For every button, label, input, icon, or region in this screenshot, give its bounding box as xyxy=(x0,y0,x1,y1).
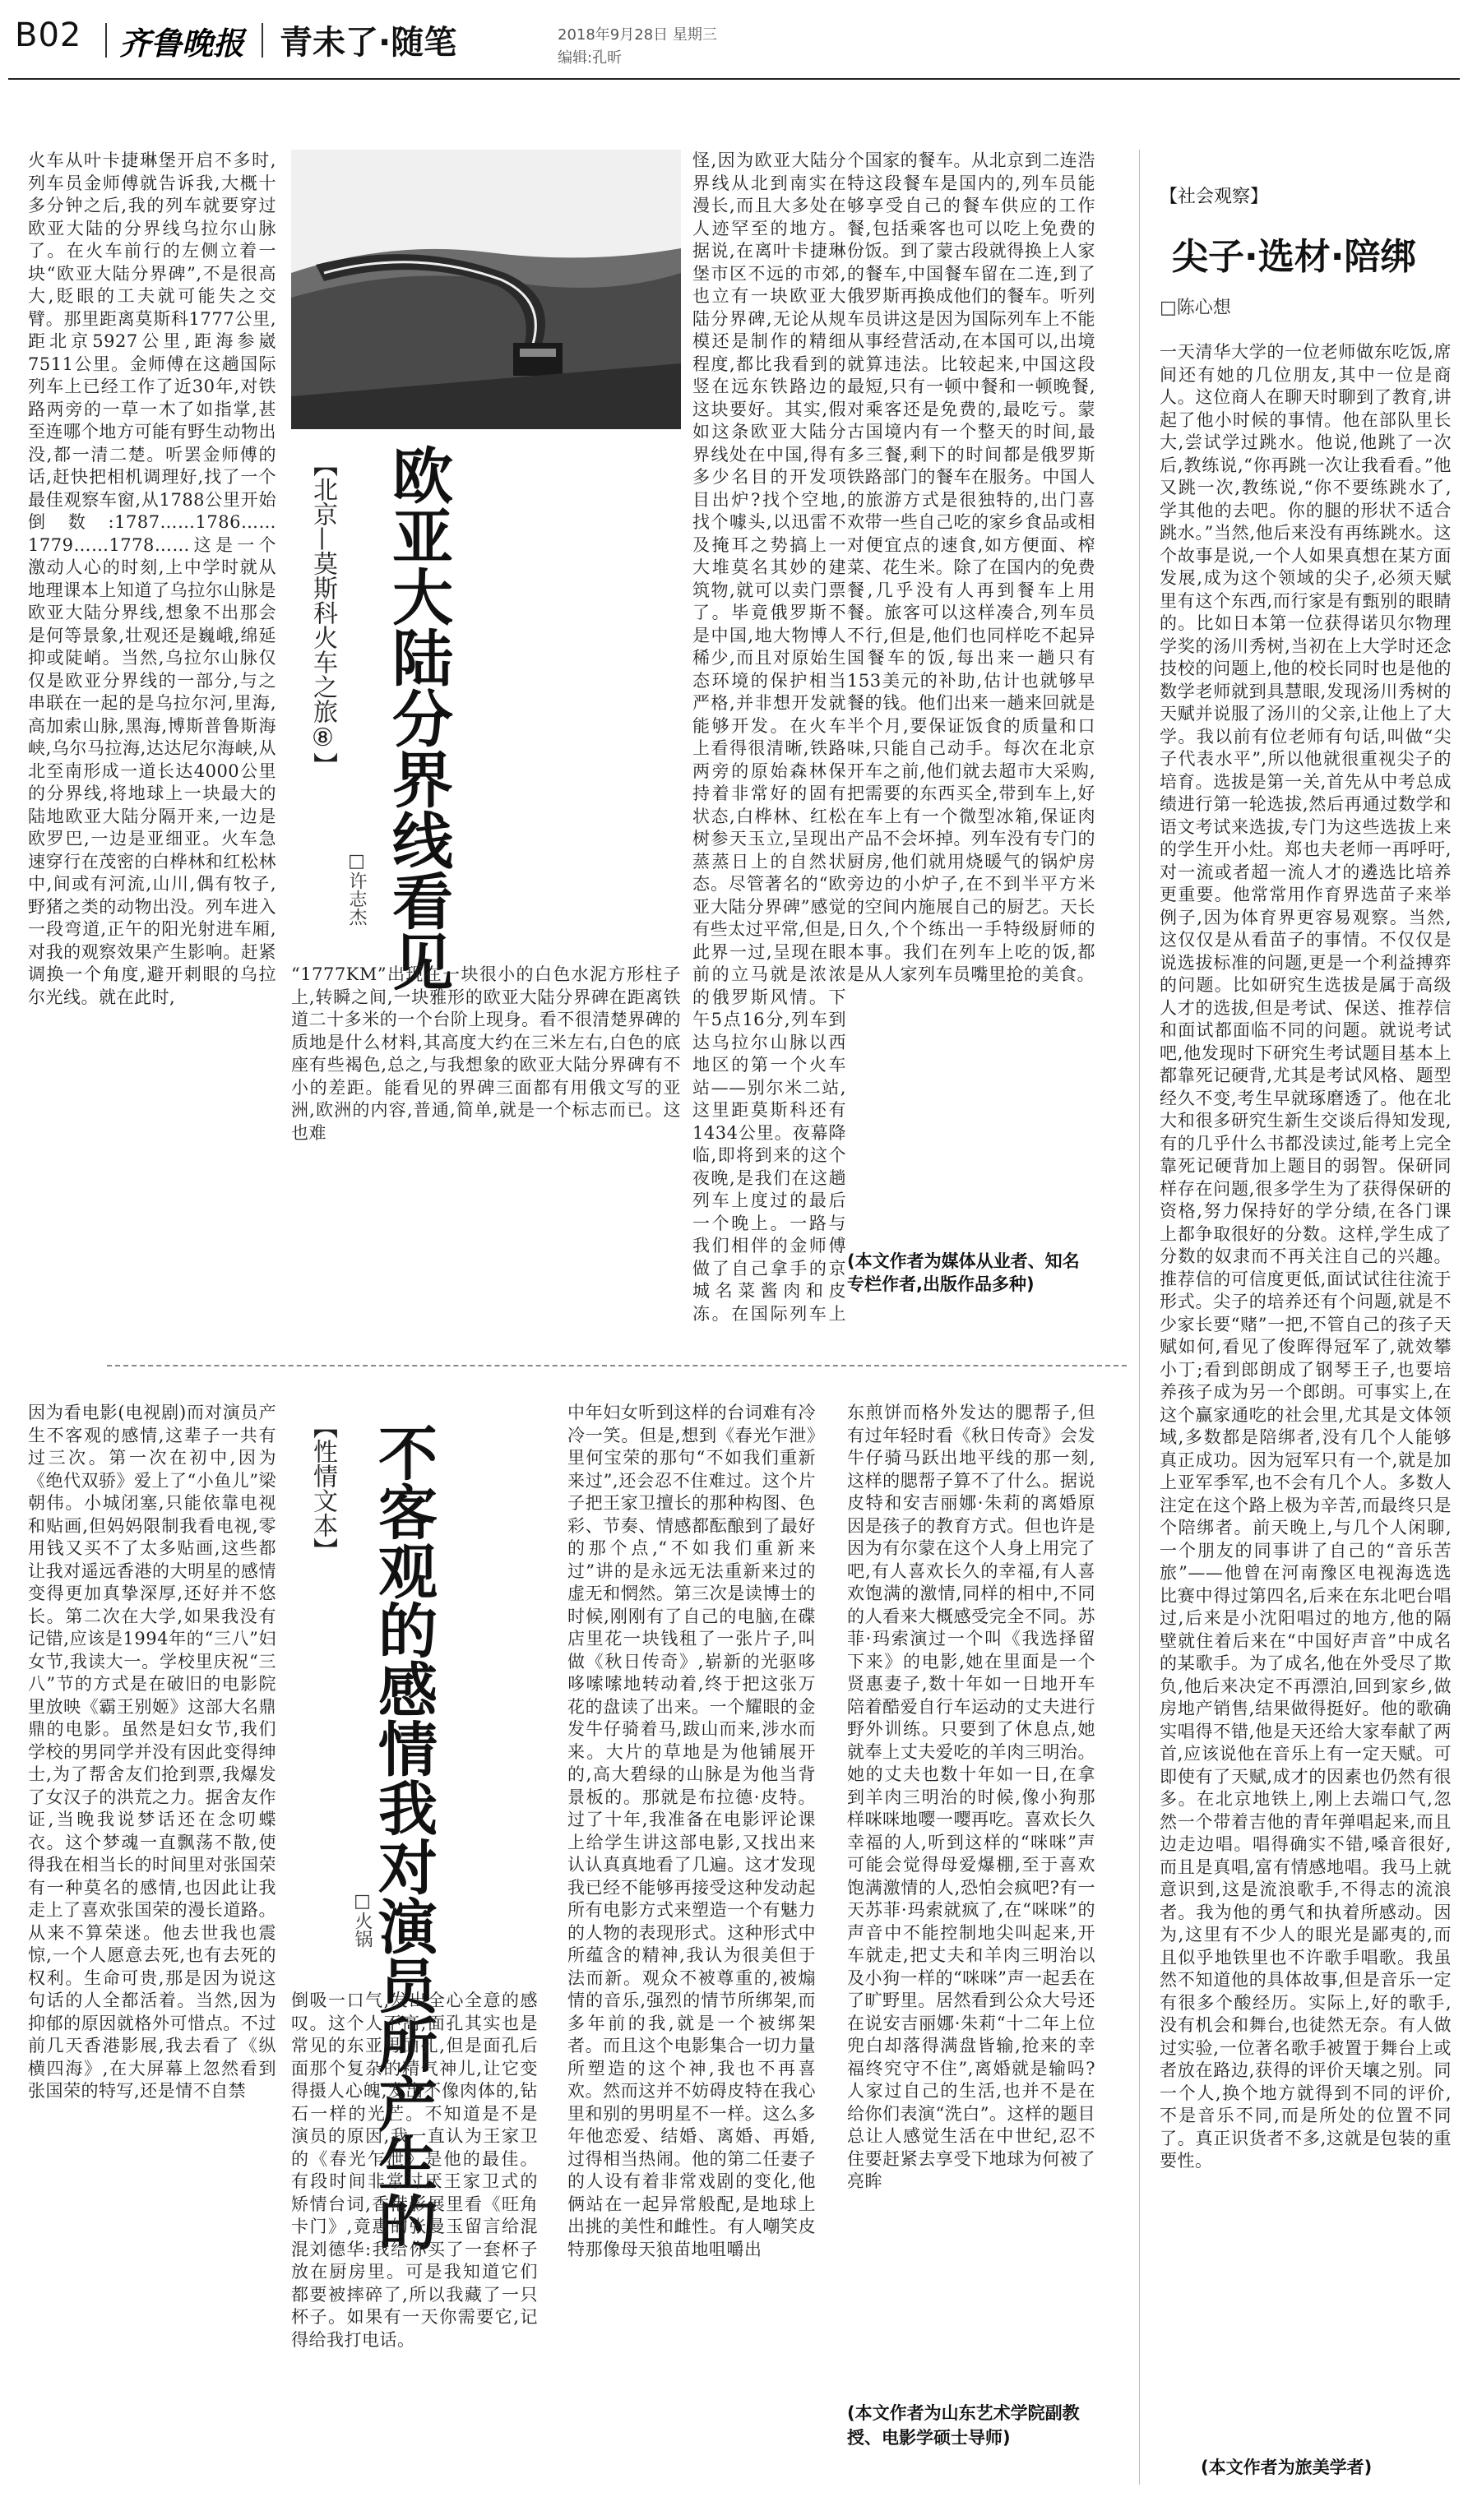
article1-author-note: (本文作者为媒体从业者、知名专栏作者,出版作品多种) xyxy=(847,1251,1080,1294)
article3-title: 尖子·选材·陪绑 xyxy=(1172,236,1417,278)
article-separator xyxy=(107,1365,1127,1366)
issue-date: 2018年9月28日 星期三 xyxy=(558,26,717,44)
page-code: B02 xyxy=(15,16,82,54)
article3-author-note: (本文作者为旅美学者) xyxy=(1201,2458,1373,2477)
header-divider xyxy=(105,23,107,58)
article1-series: 【北京—莫斯科火车之旅⑧】 xyxy=(308,452,337,777)
train-photo xyxy=(291,150,681,429)
article2-column-1: 因为看电影(电视剧)而对演员产生不客观的感情,这辈子一共有过三次。第一次在初中,因为《绝代双骄》爱上了“小鱼儿”梁朝伟。小城闭塞,只能依靠电视和贴画,但妈妈限制我看电视,零用钱又买不了太多贴画,这些都让我对遥远香港的大明星的感情变得更加真挚深厚,还好并不悠长。第二次在大学,如果我没有记错,应该是1994年的“三八”妇女节,我读大一。学校里庆祝“三八”节的方式是在破旧的电影院里放映《霸王别姬》这部大名鼎鼎的电影。虽然是妇女节,我们学校的男同学并没有因此变得绅士,为了帮舍友们抢到票,我爆发了女汉子的洪荒之力。据舍友作证,当晚我说梦话还在念叨蝶衣。这个梦魂一直飘荡不散,使得我在相当长的时间里对张国荣有一种莫名的感情,也因此让我走上了喜欢张国荣的漫长道路。从来不算荣迷。他去世我也震惊,一个人愿意去死,也有去死的权利。生命可贵,那是因为说这句话的人全都活着。当然,因为抑郁的原因就格外可惜点。不过前几天香港影展,我去看了《纵横四海》,在大屏幕上忽然看到张国荣的特写,还是情不自禁 xyxy=(28,1403,276,2101)
article1-column-3: 怪,因为欧亚大陆分界线从北到南实在漫长,而且大多处在人迹罕至的地方。据说,在离叶卡捷琳堡市区不远的市郊,也立有一块欧亚大陆分界碑,无论从规模还是制作的精细程度,都比我看到的竖在远东铁路边的这块要好。其实,假如这条欧亚大陆分界线处在中国,得有多少名目的开发项目出炉?找个空地,找个噱头,以迅雷不及掩耳之势搞上一大堆莫名其妙的建筑物,就可以卖门票了。毕竟俄罗斯不是中国,地大物博人稀少,而且对原始生态环境的保护相当严格,并非想开发就能够开发。在火车上看得很清晰,铁路两旁的原始森林保持着非常好的固有状态,白桦林、红松树参天玉立,呈现出蒸蒸日上的自然状态。尽管著名的“欧亚大陆分界碑”感觉有些太过平常,但是,此界一过,呈现在眼前的立马就是浓浓的俄罗斯风情。下午5点16分,列车到达乌拉尔山脉以西地区的第一个火车站——别尔米二站,这里距莫斯科还有1434公里。夜幕降临,即将到来的这个夜晚,是我们在这趟列车上度过的最后一个晚上。一路与我们相伴的金师傅做了自己拿手的京城名菜酱肉和皮冻。在国际列车上 xyxy=(692,150,846,1324)
article2-author: □火锅 xyxy=(352,1891,373,1948)
article1-title: 欧亚大陆分界线看见 xyxy=(382,444,453,992)
article3-author: □陈心想 xyxy=(1160,298,1231,318)
article3-column-tag: 【社会观察】 xyxy=(1160,187,1269,207)
editor-line: 编辑:孔昕 xyxy=(558,49,623,67)
article1-author: □许志杰 xyxy=(346,851,367,926)
article2-column-3: 中年妇女听到这样的台词难有冷冷一笑。但是,想到《春光乍泄》里何宝荣的那句“不如我们重新来过”,还会忍不住难过。这个片子把王家卫擅长的那种构图、色彩、节奏、情感都酝酿到了最好的那个点,“不如我们重新来过”讲的是永远无法重新来过的虚无和惘然。第三次是读博士的时候,刚刚有了自己的电脑,在碟店里花一块钱租了一张片子,叫做《秋日传奇》,崭新的光驱哆哆嗦嗦地转动着,终于把这张万花的盘读了出来。一个耀眼的金发牛仔骑着马,跋山而来,涉水而来。大片的草地是为他铺展开的,高大碧绿的山脉是为他当背景板的。那就是布拉德·皮特。过了十年,我准备在电影评论课上给学生讲这部电影,又找出来认认真真地看了几遍。这才发现我已经不能够再接受这种发动起所有电影方式来塑造一个有魅力的人物的表现形式。这种形式中所蕴含的精神,我认为很美但于法而新。观众不被尊重的,被煽情的音乐,强烈的情节所绑架,而多年前的我,就是一个被绑架者。而且这个电影集合一切力量所塑造的这个神,我也不再喜欢。然而这并不妨碍皮特在我心里和别的男明星不一样。这么多年他恋爱、结婚、离婚、再婚,过得相当热闹。他的第二任妻子的人设有着非常戏剧的变化,他俩站在一起异常般配,是地球上出挑的美性和雌性。有人嘲笑皮特那像母天狼苗地咀嚼出 xyxy=(567,1403,816,2259)
article2-series: 【性情文本】 xyxy=(308,1414,337,1562)
article1-column-1: 火车从叶卡捷琳堡开启不多时,列车员金师傅就告诉我,大概十多分钟之后,我的列车就要穿过欧亚大陆的分界线乌拉尔山脉了。在火车前行的左侧立着一块“欧亚大陆分界碑”,不是很高大,貶眼的工夫就可能失之交臂。那里距离莫斯科1777公里,距北京5927公里,距海参崴7511公里。金师傅在这趟国际列车上已经工作了近30年,对铁路两旁的一草一木了如指掌,甚至连哪个地方可能有野生动物出没,都一清二楚。听罢金师傅的话,赶快把相机调理好,找了一个最佳观察车窗,从1788公里开始倒数:1787……1786……1779……1778……这是一个激动人心的时刻,上中学时就从地理课本上知道了乌拉尔山脉是欧亚大陆分界线,想象不出那会是何等景象,壮观还是巍峨,绵延抑或陡峭。当然,乌拉尔山脉仅仅是欧亚分界线的一部分,与之串联在一起的是乌拉尔河,里海,高加索山脉,黑海,博斯普鲁斯海峡,乌尔马拉海,达达尼尔海峡,从北至南形成一道长达4000公里的分界线,将地球上一块最大的陆地欧亚大陆分隔开来,一边是欧罗巴,一边是亚细亚。火车急速穿行在茂密的白桦林和红松林中,间或有河流,山川,偶有牧子,野猪之类的动物出没。列车进入一段弯道,正午的阳光射进车厢,对我的观察效果产生影响。赶紧调换一个角度,避开刺眼的乌拉尔光线。就在此时, xyxy=(28,150,276,1007)
article3-body: 一天清华大学的一位老师做东吃饭,席间还有她的几位朋友,其中一位是商人。这位商人在聊天时聊到了教育,讲起了他小时候的事情。他在部队里长大,尝试学过跳水。他说,他跳了一次后,教练说,“你再跳一次让我看看。”他又跳一次,教练说,“你不要练跳水了,学其他的去吧。你的腿的形状不适合跳水。”当然,他后来没有再练跳水。这个故事是说,一个人如果真想在某方面发展,成为这个领域的尖子,必须天赋里有这个东西,而行家是有甄别的眼睛的。比如日本第一位获得诺贝尔物理学奖的汤川秀树,当初在上大学时还念技校的问题上,他的校长同时也是他的数学老师就到具慧眼,发现汤川秀树的天赋并说服了汤川的父亲,让他上了大学。我以前有位老师有句话,叫做“尖子代表水平”,所以他就很重视尖子的培育。选拔是第一关,首先从中考总成绩进行第一轮选拔,然后再通过数学和语文考试来选拔,专门为这些选拔上来的学生开小灶。郑也夫老师一再呼吁,对一流或者超一流人才的遴选比培养更重要。他常常用作育界选苗子来举例子,因为体育界更容易观察。当然,这仅仅是从看苗子的事情。不仅仅是说选拔标准的问题,更是一个利益搏弈的问题。比如研究生选拔是属于高级人才的选拔,但是考试、保送、推荐信和面试都面临不同的问题。就说考试吧,他发现时下研究生考试题目基本上都靠死记硬背,尤其是考试风格、题型经久不变,考生早就琢磨透了。他在北大和很多研究生新生交谈后得知发现,有的几乎什么书都没读过,能考上完全靠死记硬背加上题目的弱智。保研同样存在问题,很多学生为了获得保研的资格,努力保持好的学分绩,在各门课上都争取很好的分数。这样,学生成了分数的奴隶而不再关注自己的兴趣。推荐信的可信度更低,面试试往往流于形式。尖子的培养还有个问题,就是不少家长要“赌”一把,不管自己的孩子天赋如何,看见了俊晖得冠军了,就效攀小丁;看到郎朗成了钢琴王子,也要培养孩子成为另一个郎朗。可事实上,在这个赢家通吃的社会里,尤其是文体领域,多数都是陪绑者,没有几个人能够真正成功。因为冠军只有一个,就是加上亚军季军,也不会有几个人。多数人注定在这个路上极为辛苦,而最终只是个陪绑者。前天晚上,与几个人闲聊,一个朋友的同事讲了自己的“音乐苦旅”——他曾在河南豫区电视海选选比赛中得过第四名,后来在东北吧台唱过,后来是小沈阳唱过的地方,他的隔壁就住着后来在“中国好声音”中成名的某歌手。为了成名,他在外受尽了欺负,他后来决定不再漂泊,回到家乡,做房地产销售,结果做得挺好。他的歌确实唱得不错,他是天还给大家奉献了两首,应该说他在音乐上有一定天赋。可即使有了天赋,成才的因素也仍然有很多。在北京地铁上,刚上去端口气,忽然一个带着吉他的青年弹唱起来,而且边走边唱。唱得确实不错,嗓音很好,而且是真唱,富有情感地唱。我马上就意识到,这是流浪歌手,不得志的流浪者。我为他的勇气和执着所感动。因为,这里有不少人的眼光是鄙夷的,而且似乎地铁里也不许歌手唱歌。我虽然不知道他的具体故事,但是音乐一定有很多个酸经历。实际上,好的歌手,没有机会和舞台,也徒然无奈。有人做过实验,一位著名歌手被置于舞台上或者放在路边,获得的评价天壤之别。同一个人,换个地方就得到不同的评价,不是音乐不同,而是所处的位置不同了。真正识货者不多,这就是包装的重要性。 xyxy=(1160,342,1452,2171)
article2-column-2: 倒吸一口气,发出全心全意的感叹。这个人不高,面孔其实也是常见的东亚男面孔,但是面孔后面那个复杂的精气神儿,让它变得摄人心魄,发出不像肉体的,钻石一样的光芒。不知道是不是演员的原因,我一直认为王家卫的《春光乍泄》是他的最佳。有段时间非常讨厌王家卫式的矫情台词,香港影展里看《旺角卡门》,竟惠的张曼玉留言给混混刘德华:我给你买了一套杯子放在厨房里。可是我知道它们都要被摔碎了,所以我藏了一只杯子。如果有一天你需要它,记得给我打电话。 xyxy=(291,1991,538,2350)
article2-title: 不客观的感情我对演员所产生的 xyxy=(368,1422,438,2251)
article2-column-4: 东煎饼而格外发达的腮帮子,但有过年轻时看《秋日传奇》会发牛仔骑马跃出地平线的那一刻,这样的腮帮子算不了什么。据说皮特和安吉丽娜·朱莉的离婚原因是孩子的教育方式。但也许是因为有尔蒙在这个人身上用完了吧,有人喜欢长久的幸福,有人喜欢饱满的激情,同样的相中,不同的人看来大概感受完全不同。苏菲·玛索演过一个叫《我选择留下来》的电影,她在里面是一个贤惠妻子,数十年如一日地开车陪着酷爱自行车运动的丈夫进行野外训练。只要到了休息点,她就奉上丈夫爱吃的羊肉三明治。她的丈夫也数十年如一日,在拿到羊肉三明治的时候,像小狗那样咪咪地嘤一嘤再吃。喜欢长久幸福的人,听到这样的“咪咪”声可能会觉得母爱爆棚,至于喜欢饱满激情的人,恐怕会疯吧?有一天苏菲·玛索就疯了,在“咪咪”的声音中不能控制地尖叫起来,开车就走,把丈夫和羊肉三明治以及小狗一样的“咪咪”声一起丢在了旷野里。居然看到公众大号还在说安吉丽娜·朱莉“十二年上位兜白却落得满盘皆输,抢来的幸福终究守不住”,离婚就是输吗?人家过自己的生活,也并不是在给你们表演“洗白”。这样的题目总让人感觉生活在中世纪,忍不住要赶紧去享受下地球为何被了亮眸 xyxy=(847,1403,1095,2191)
header-rule xyxy=(8,78,1460,80)
article2-author-note: (本文作者为山东艺术学院副教授、电影学硕士导师) xyxy=(847,2403,1080,2448)
section-title: 青未了·随笔 xyxy=(280,24,457,62)
article1-column-4: 个国家的餐车。从北京到二连浩特这段餐车是国内的,列车员能够享受自己的餐车供应的工作餐,包括乘客也可以吃上免费的份饭。到了蒙古段就得换上人家的餐车,中国餐车留在二连,到了俄罗斯再换成他们的餐车。听列车员讲这是因为国际列车上不能从事经营活动,在本国可以,出境就算违法。比较起来,中国这段最短,只有一顿中餐和一顿晚餐,对乘客还是免费的,最吃亏。蒙古国境内有一个整天的时间,最多三餐,剩下的时间都是俄罗斯铁路部门的餐车在服务。中国人的旅游方式是很独特的,出门喜欢带一些自己吃的家乡食品或相对便宜点的速食,如方便面、榨菜、花生米。除了在国内的免费餐,几乎没有人再到餐车上用餐。旅客可以这样凑合,列车员不行,但是,他们也同样吃不起异国餐车的饭,每出来一趟只有153美元的补助,估计也就够早餐的钱。他们出来一趟来回就是半个月,要保证饭食的质量和口味,只能自己动手。每次在北京开车之前,他们就去超市大采购,把需要的东西买全,带到车上,好在车上有一个微型冰箱,保证肉产品不会坏掉。列车没有专门的厨房,他们就用烧暖气的锅炉房旁边的小炉子,在不到半平方米的空间内施展自己的厨艺。天长日久,个个练出一手特级厨师的本事。我们在列车上吃的饭,都是从人家列车员嘴里抢的美食。 xyxy=(847,150,1095,984)
newspaper-logo: 齐鲁晚报 xyxy=(119,25,245,62)
vertical-separator xyxy=(1139,150,1140,2485)
header-divider xyxy=(262,23,263,58)
article1-column-2: “1777KM”出现在一块很小的白色水泥方形柱子上,转瞬之间,一块雅形的欧亚大陆分界碑在距离铁道二十多米的一个台阶上现身。看不很清楚界碑的质地是什么材料,其高度大约在三米左右,白色的底座有些褐色,总之,与我想象的欧亚大陆分界碑有不小的差距。能看见的界碑三面都有用俄文写的亚洲,欧洲的内容,普通,简单,就是一个标志而已。这也难 xyxy=(291,964,681,1143)
